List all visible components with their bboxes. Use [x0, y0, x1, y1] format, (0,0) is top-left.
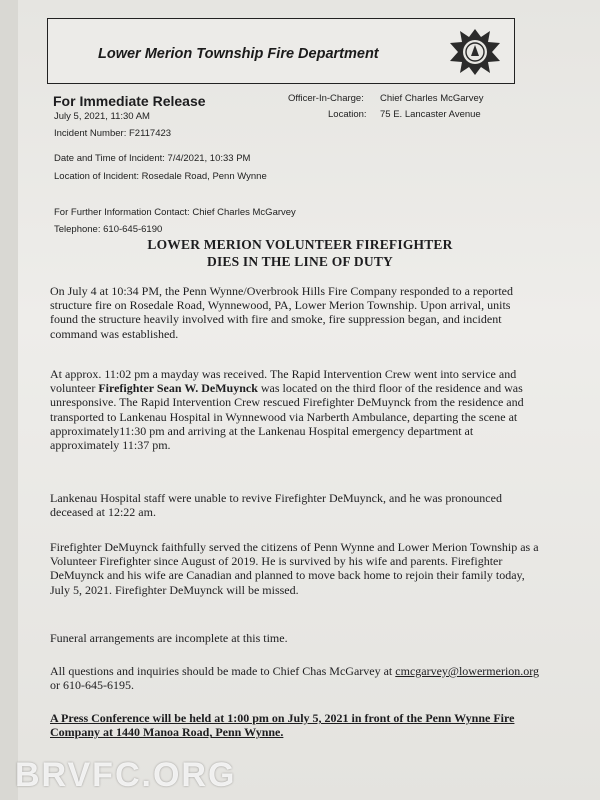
firefighter-name: Firefighter Sean W. DeMuynck: [98, 381, 258, 396]
paragraph-3: Lankenau Hospital staff were unable to revive Firefighter DeMuynck, and he was pronounced deceased at 12:22 am.: [50, 491, 502, 520]
incident-location: Location of Incident: Rosedale Road, Penn Wynne: [54, 171, 267, 182]
officer-value: Chief Charles McGarvey: [380, 93, 484, 104]
telephone-line: Telephone: 610-645-6190: [54, 224, 163, 235]
incident-date-time: Date and Time of Incident: 7/4/2021, 10:33 PM: [54, 153, 251, 164]
location-value: 75 E. Lancaster Avenue: [380, 109, 481, 120]
letterhead-box: [47, 18, 515, 84]
contact-line: For Further Information Contact: Chief Charles McGarvey: [54, 207, 296, 218]
press-conference-notice: A Press Conference will be held at 1:00 pm on July 5, 2021 in front of the Penn Wynne Fire Company at 1440 Manoa Road, Penn Wynne.: [50, 711, 515, 740]
paragraph-2-text-b: was located on the third floor of the residence and was unresponsive. The Rapid Intervention Crew rescued Firefighter DeMuynck from the residence and transported to Lankenau Hospital in Wynnewood via Narberth Ambulance, departing the scene at approximately11:30 pm and arriving at the Lankenau Hospital emergency department at approximately 11:37 pm.: [50, 381, 524, 453]
site-watermark: BRVFC.ORG: [15, 756, 237, 794]
paragraph-4: Firefighter DeMuynck faithfully served the citizens of Penn Wynne and Lower Merion Township as a Volunteer Firefighter since August of 2019. He is survived by his wife and parents. Firefighter DeMuynck and his wife are Canadian and planned to move back home to rejoin their family today, July 5, 2021. Firefighter DeMuynck will be missed.: [50, 540, 539, 597]
headline-line-2: DIES IN THE LINE OF DUTY: [207, 254, 393, 269]
maltese-cross-seal-icon: [444, 27, 506, 77]
incident-number: Incident Number: F2117423: [54, 128, 172, 139]
paragraph-6-text-a: All questions and inquiries should be made to Chief Chas McGarvey at: [50, 664, 396, 678]
release-title: For Immediate Release: [53, 93, 206, 109]
paragraph-2-text-a: At approx. 11:02 pm a mayday was received. The Rapid Intervention Crew went into service and volunteer: [50, 367, 517, 396]
paragraph-1: On July 4 at 10:34 PM, the Penn Wynne/Overbrook Hills Fire Company responded to a reported structure fire on Rosedale Road, Wynnewood, PA, Lower Merion Township. Upon arrival, units found the structure heavily involved with fire and smoke, fire suppression began, and incident command was established.: [50, 284, 513, 341]
paragraph-5: Funeral arrangements are incomplete at this time.: [50, 631, 288, 645]
paragraph-6: [50, 650, 540, 692]
paragraph-2: [50, 353, 540, 452]
contact-email-link[interactable]: cmcgarvey@lowermerion.org: [395, 664, 540, 678]
headline-line-1: LOWER MERION VOLUNTEER FIREFIGHTER: [147, 237, 453, 252]
department-title: Lower Merion Township Fire Department: [98, 46, 379, 62]
officer-label: Officer-In-Charge:: [288, 93, 364, 104]
location-label: Location:: [328, 109, 367, 120]
paragraph-6-text-b: or 610-645-6195.: [50, 678, 134, 693]
release-date: July 5, 2021, 11:30 AM: [54, 111, 150, 122]
